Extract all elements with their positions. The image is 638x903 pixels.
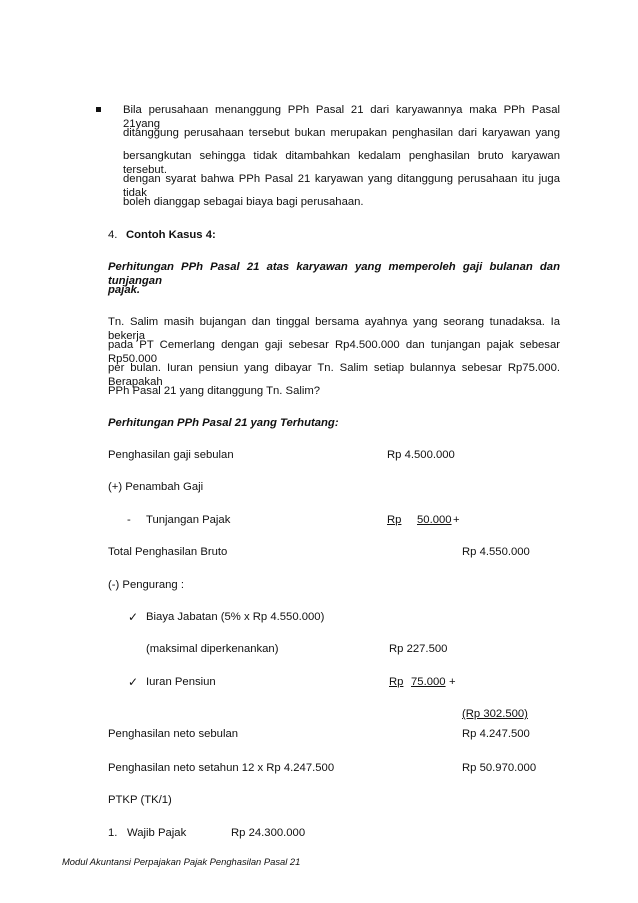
tunjangan-rp: Rp (387, 514, 402, 526)
calc-heading: Perhitungan PPh Pasal 21 yang Terhutang: (108, 417, 339, 429)
bullet-line-3: bersangkutan sehingga tidak ditambahkan kedalam penghasilan bruto karyawan tersebut. (123, 150, 560, 176)
neto-tahun-value: Rp 50.970.000 (462, 762, 537, 774)
ptkp-label: PTKP (TK/1) (108, 794, 172, 806)
case-number: 4. (108, 229, 118, 241)
gaji-value: Rp 4.500.000 (387, 449, 455, 461)
page-footer: Modul Akuntansi Perpajakan Pajak Penghasilan Pasal 21 (62, 856, 301, 867)
bullet-line-5: boleh dianggap sebagai biaya bagi perusahaan. (123, 196, 364, 208)
iuran-rp: Rp (389, 676, 404, 688)
case-subtitle-line-1: Perhitungan PPh Pasal 21 atas karyawan yang memperoleh gaji bulanan dan tunjangan (108, 261, 560, 287)
neto-tahun-label: Penghasilan neto setahun 12 x Rp 4.247.500 (108, 762, 335, 774)
iuran-amount: 75.000 (411, 676, 446, 688)
tunjangan-amount: 50.000 (417, 514, 452, 526)
bruto-label: Total Penghasilan Bruto (108, 546, 228, 558)
maksimal-label: (maksimal diperkenankan) (146, 643, 279, 655)
penambah-label: (+) Penambah Gaji (108, 481, 204, 493)
bullet-line-2: ditanggung perusahaan tersebut bukan merupakan penghasilan dari karyawan yang (123, 127, 560, 139)
biaya-jabatan-value: Rp 227.500 (389, 643, 448, 655)
bruto-value: Rp 4.550.000 (462, 546, 530, 558)
wp-number: 1. (108, 827, 118, 839)
tunjangan-label: Tunjangan Pajak (146, 514, 231, 526)
wp-value: Rp 24.300.000 (231, 827, 306, 839)
bullet-line-1: Bila perusahaan menanggung PPh Pasal 21 dari karyawannya maka PPh Pasal 21yang (123, 104, 560, 130)
total-pengurang-value: (Rp 302.500) (462, 708, 528, 720)
pengurang-label: (-) Pengurang : (108, 579, 184, 591)
checkmark-icon: ✓ (128, 610, 139, 624)
neto-bulan-label: Penghasilan neto sebulan (108, 728, 239, 740)
tunjangan-plus: + (453, 514, 460, 526)
case-description-line-4: PPh Pasal 21 yang ditanggung Tn. Salim? (108, 385, 321, 397)
gaji-label: Penghasilan gaji sebulan (108, 449, 234, 461)
iuran-plus: + (449, 676, 456, 688)
neto-bulan-value: Rp 4.247.500 (462, 728, 530, 740)
case-description-line-1: Tn. Salim masih bujangan dan tinggal bersama ayahnya yang seorang tunadaksa. Ia bekerja (108, 316, 560, 342)
case-description-line-3: per bulan. Iuran pensiun yang dibayar Tn. Salim setiap bulannya sebesar Rp75.000. Berapakah (108, 362, 560, 388)
bullet-icon (96, 107, 101, 112)
iuran-label: Iuran Pensiun (146, 676, 216, 688)
bullet-line-4: dengan syarat bahwa PPh Pasal 21 karyawan yang ditanggung perusahaan itu juga tidak (123, 173, 560, 199)
tunjangan-dash: - (127, 514, 131, 526)
wp-label: Wajib Pajak (127, 827, 187, 839)
biaya-jabatan-label: Biaya Jabatan (5% x Rp 4.550.000) (146, 611, 325, 623)
checkmark-icon: ✓ (128, 675, 139, 689)
case-subtitle-line-2: pajak. (108, 284, 141, 296)
case-heading: Contoh Kasus 4: (126, 229, 216, 241)
case-description-line-2: pada PT Cemerlang dengan gaji sebesar Rp4.500.000 dan tunjangan pajak sebesar Rp50.000 (108, 339, 560, 365)
